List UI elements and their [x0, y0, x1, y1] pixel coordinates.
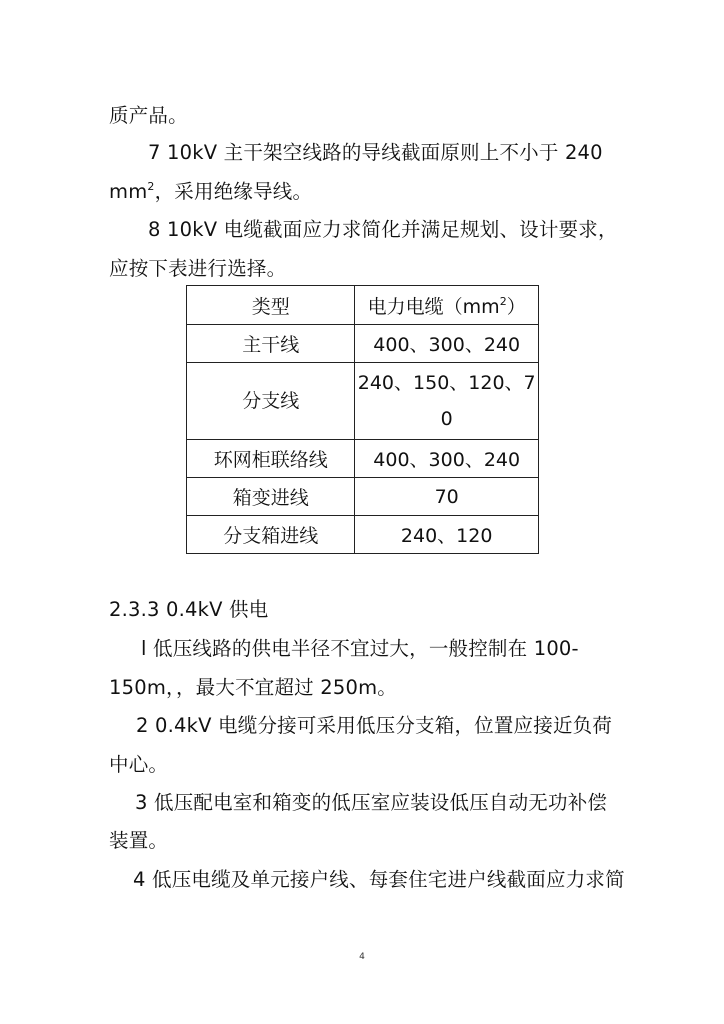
paragraph-line: 150m，，最大不宜超过 250m。: [109, 676, 397, 699]
cell-value: 240、150、120、7 0: [355, 363, 539, 440]
header-type: 类型: [187, 286, 355, 325]
paragraph-line: 应按下表进行选择。: [109, 257, 287, 280]
cell-value: 70: [355, 478, 539, 516]
cell-type: 分支线: [187, 363, 355, 440]
cell-type: 环网柜联络线: [187, 440, 355, 478]
paragraph-line: 质产品。: [109, 104, 188, 127]
table-row: [187, 440, 539, 478]
cell-value: 400、300、240: [355, 325, 539, 363]
cell-value: 240、120: [355, 516, 539, 554]
section-heading: 2.3.3 0.4kV 供电: [109, 598, 269, 621]
paragraph-line: 2 0.4kV 电缆分接可采用低压分支箱，位置应接近负荷: [136, 714, 613, 737]
paragraph-line: [109, 180, 312, 204]
table-row: [187, 325, 539, 363]
unit-text: mm: [109, 180, 148, 203]
paragraph-text: ，采用绝缘导线。: [154, 180, 313, 203]
cell-type: 主干线: [187, 325, 355, 363]
cell-value: 400、300、240: [355, 440, 539, 478]
paragraph-line: 8 10kV 电缆截面应力求简化并满足规划、设计要求，: [148, 218, 618, 241]
paragraph-line: 中心。: [109, 753, 169, 776]
cell-type: 箱变进线: [187, 478, 355, 516]
paragraph-line: l 低压线路的供电半径不宜过大，一般控制在 100-: [141, 637, 579, 660]
page-number: 4: [359, 952, 365, 962]
paragraph-line: 装置。: [109, 829, 169, 852]
paragraph-line: 3 低压配电室和箱变的低压室应装设低压自动无功补偿: [135, 791, 608, 814]
paragraph-line: 7 10kV 主干架空线路的导线截面原则上不小于 240: [148, 141, 603, 164]
paragraph-line: 4 低压电缆及单元接户线、每套住宅进户线截面应力求简: [133, 868, 625, 891]
cell-type: 分支箱进线: [187, 516, 355, 554]
table-header-row: [187, 286, 539, 325]
table-row: [187, 363, 539, 440]
table-row: [187, 478, 539, 516]
cable-section-table: [186, 285, 539, 554]
superscript: 2: [147, 180, 155, 193]
table-row: [187, 516, 539, 554]
header-cable: 电力电缆$(mm^2)$: [355, 286, 539, 325]
